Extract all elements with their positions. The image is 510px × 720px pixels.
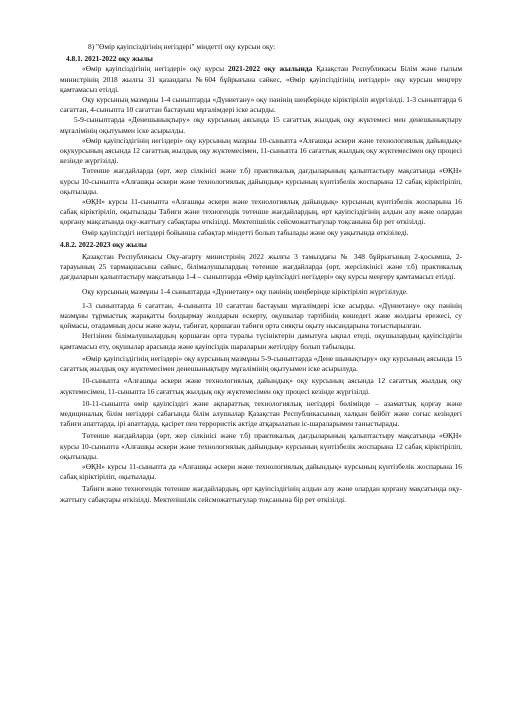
paragraph: 10-сыныпта «Алғашқы әскери және технологиялық дайындық» оқу курсының аясында 12 сағаттық жылдық оқу жүктемесімен, 11-сыныпта 16 сағаттық жылдық оқу жүктемесімен оқу процесі кезінде жүргізілді. xyxy=(60,376,462,396)
paragraph: «ӨҚН» курсы 11-сыныпта да «Алғашқы әскери және технологиялық дайындық» курсының күнтізбелік жоспарына 16 сабақ кіріктіріліп, оқытылады. xyxy=(60,461,462,482)
paragraph: 5-9-сыныптарда «Денешынықтыру» оқу курсының аясында 15 сағаттық жылдық оқу жүктемесі мен денешынықтыру мұғалімінің оқытуымен іске асырылды. xyxy=(60,115,462,135)
paragraph: Өмір қауіпсіздігі негіздері бойынша сабақтар міндетті болып табылады және оқу уақытында өткізіледі. xyxy=(82,227,409,237)
paragraph: 1-3 сыныптарда 6 сағаттан, 4-сыныпта 10 сағаттан бастауыш мұғалімдері іске асырды. «Дүниетану» оқу пәнінің мазмұны тұрмыстық жарақатты болдырмау жолдарын ескерту, оқушылар тәртібінің көшедегі және жолдағы ережесі, су қоймасы, отадамның досы және жауы, табиғат, қоршаған табиғи орта сияқты оқыту нысандарына тоғыстырылған. xyxy=(60,300,462,331)
intro-line: 8) "Өмір қауіпсіздігінің негіздері" міндетті оқу курсын оқу: xyxy=(88,42,276,51)
paragraph: Төтенше жағдайларда (өрт, жер сілкінісі және т.б) практикалық дағдыларының қалыптастыру мақсатында «ӨҚН» курсы 10-сыныпта «Алғашқы әскери және технологиялық дайындық» курсының күнтізбелік жоспарына 12 сабақ кіріктіріліп, оқытылады. xyxy=(60,166,462,196)
paragraph: Оқу курсының мазмұны 1-4 сыныптарда «Дүниетану» оқу пәнінің шеңберінде кіріктіріліп жүргізілуде. xyxy=(82,286,408,296)
section-heading-2022-2023: 4.8.2. 2022-2023 оқу жылы xyxy=(60,239,147,249)
paragraph: «Өмір қауіпсіздігінің негіздері» оқу курсы 2021-2022 оқу жылында Қазақстан Республикасы Білім және ғылым министрінің 2018 жылғы 31 қазандағы №604 бұйрығына сәйкес, «Өмір қауіпсіздігінің негіздері» оқу курсын меңгеру қамтамасыз етілді. xyxy=(60,64,463,94)
paragraph: «ӨҚН» курсы 11-сыныпта «Алғашқы әскери және технологиялық дайындық» курсының күнтізбелік жоспарына 16 сабақ кіріктіріліп, оқытылады Табиғи және техногендік төтенше жағдайлардың, өрт қауіпсіздігінің алдын алу және олардан қорғану мақсатында оқу-жаттығу сабақтары өткізілді. Мектепішілік сейсможаттығулар тоқсанына бір рет өткізілді. xyxy=(60,197,462,227)
paragraph: Негізінен білімалушылардың қоршаған орта туралы түсініктерін дамытуға ықпал етеді, оқушылардың қауіпсіздігін қамтамасыз ету, оқушылар арасында және қауіпсіздік шараларын жетілдіру болып табылады. xyxy=(60,331,462,351)
paragraph: 10-11-сыныпта өмір қауіпсіздігі және ақпараттық технологиялық негіздері бөлімінде – азаматтық қорғау және медициналық білім негіздері сабағында білім алушылар Қазақстан Республикасының халқын бейбіт және соғыс кезіндегі табиғи апаттарда, ірі апаттарда, қасірет пен террористік актіде атқарылатын іс-шараларымен таныстырады. xyxy=(60,398,462,429)
bold-phrase: 2021-2022 оқу жылында xyxy=(228,64,313,74)
paragraph: Төтенше жағдайларда (өрт, жер сілкінісі және т.б) практикалық дағдыларының қалыптастыру мақсатында «ӨҚН» курсы 10-сыныпта «Алғашқы әскери және технологиялық дайындық» курсының күнтізбелік жоспарына 12 сабақ кіріктіріліп, оқытылады. xyxy=(60,431,462,461)
paragraph: Табиғи және техногендік төтенше жағдайлардың, өрт қауіпсіздігінің алдын алу және олардан қорғану мақсатында оқу-жаттығу сабақтары өткізілді. Мектепішілік сейсможаттығулар тоқсанына бір рет өткізілді. xyxy=(60,484,462,504)
paragraph: Оқу курсының мазмұны 1-4 сыныптарда «Дүниетану» оқу пәнінің шеңберінде кіріктіріліп жүргізілді. 1-3 сыныптарда 6 сағаттан, 4-сыныпта 10 сағаттан бастауыш мұғалімдері іске асырды. xyxy=(60,95,462,115)
paragraph: «Өмір қауіпсіздігінің негіздері» оқу курсының мазұны 10-сыныпта «Алғашқы әскери және технологиялық дайындық» оқукурсының аясында 12 сағаттық жылдық оқу жүктемесімен, 11-сыныпта 16 сағаттық жылдық оқу жүктемесімен оқу процесі кезінде жүргізілді. xyxy=(60,135,462,166)
paragraph: «Өмір қауіпсіздігінің негіздері» оқу курсының мазмұны 5-9-сыныптарда «Дене шынықтыру» оқу курсының аясында 15 сағаттық жылдық оқу жүктемесімен денешынықтыру мұғалімінің оқытуымен іске асырылуда. xyxy=(60,353,462,374)
section-heading-2021-2022: 4.8.1. 2021-2022 оқу жылы xyxy=(66,54,153,64)
paragraph: Қазақстан Республикасы Оқу-ағарту министрінің 2022 жылғы 3 тамыздағы № 348 бұйрығының 2-қосымша, 2-тарауының 25 тармақшасына сәйкес, білімалушылардың төтенше жағдайларда (өрт, жерсілкінісі және т.б) практикалық дағдыларын қалыптастыру мақсатында 1-4 – сыныптарда «Өмір қауіпсіздігі негіздері» оқу курсы меңгеру қамтамасыз етілді. xyxy=(60,252,462,282)
